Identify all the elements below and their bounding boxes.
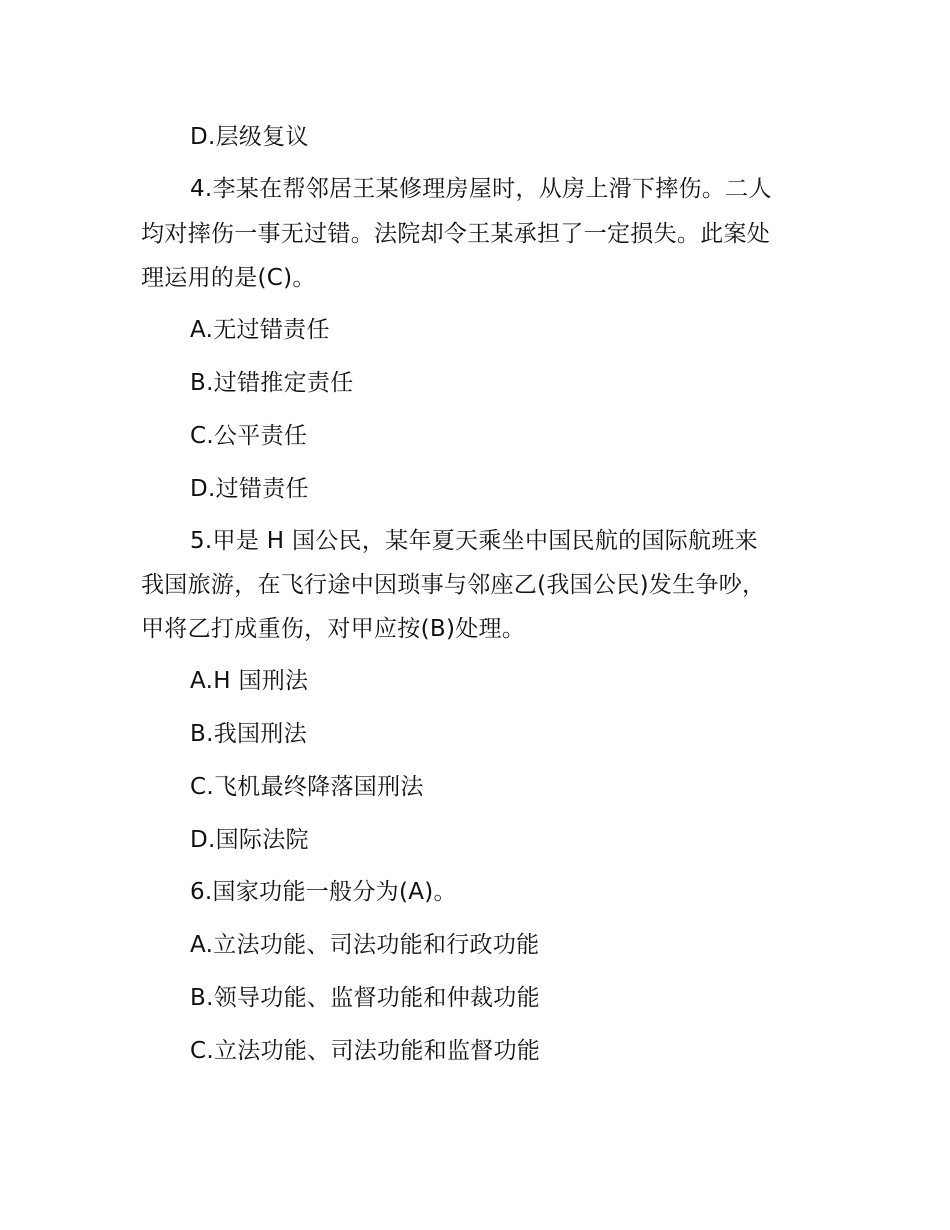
question-4-line-1: 4.李某在帮邻居王某修理房屋时，从房上滑下摔伤。二人 <box>190 176 772 202</box>
question-6-line-1: 6.国家功能一般分为(A)。 <box>190 879 457 905</box>
option-line: A.立法功能、司法功能和行政功能 <box>190 932 540 958</box>
option-line: D.层级复议 <box>190 124 309 150</box>
option-line: B.领导功能、监督功能和仲裁功能 <box>190 985 540 1011</box>
option-line: D.国际法院 <box>190 827 309 853</box>
question-5-line-2: 我国旅游，在飞行途中因琐事与邻座乙(我国公民)发生争吵， <box>141 572 766 598</box>
option-line: C.公平责任 <box>190 423 308 449</box>
option-line: C.飞机最终降落国刑法 <box>190 774 424 800</box>
option-line: B.我国刑法 <box>190 721 307 747</box>
question-5-line-3: 甲将乙打成重伤，对甲应按(B)处理。 <box>141 616 526 642</box>
option-line: D.过错责任 <box>190 476 309 502</box>
option-line: A.H 国刑法 <box>190 668 309 694</box>
question-4-line-2: 均对摔伤一事无过错。法院却令王某承担了一定损失。此案处 <box>141 221 771 247</box>
question-4-line-3: 理运用的是(C)。 <box>141 265 316 291</box>
option-line: A.无过错责任 <box>190 317 330 343</box>
question-5-line-1: 5.甲是 H 国公民，某年夏天乘坐中国民航的国际航班来 <box>190 528 758 554</box>
option-line: C.立法功能、司法功能和监督功能 <box>190 1038 541 1064</box>
option-line: B.过错推定责任 <box>190 370 354 396</box>
